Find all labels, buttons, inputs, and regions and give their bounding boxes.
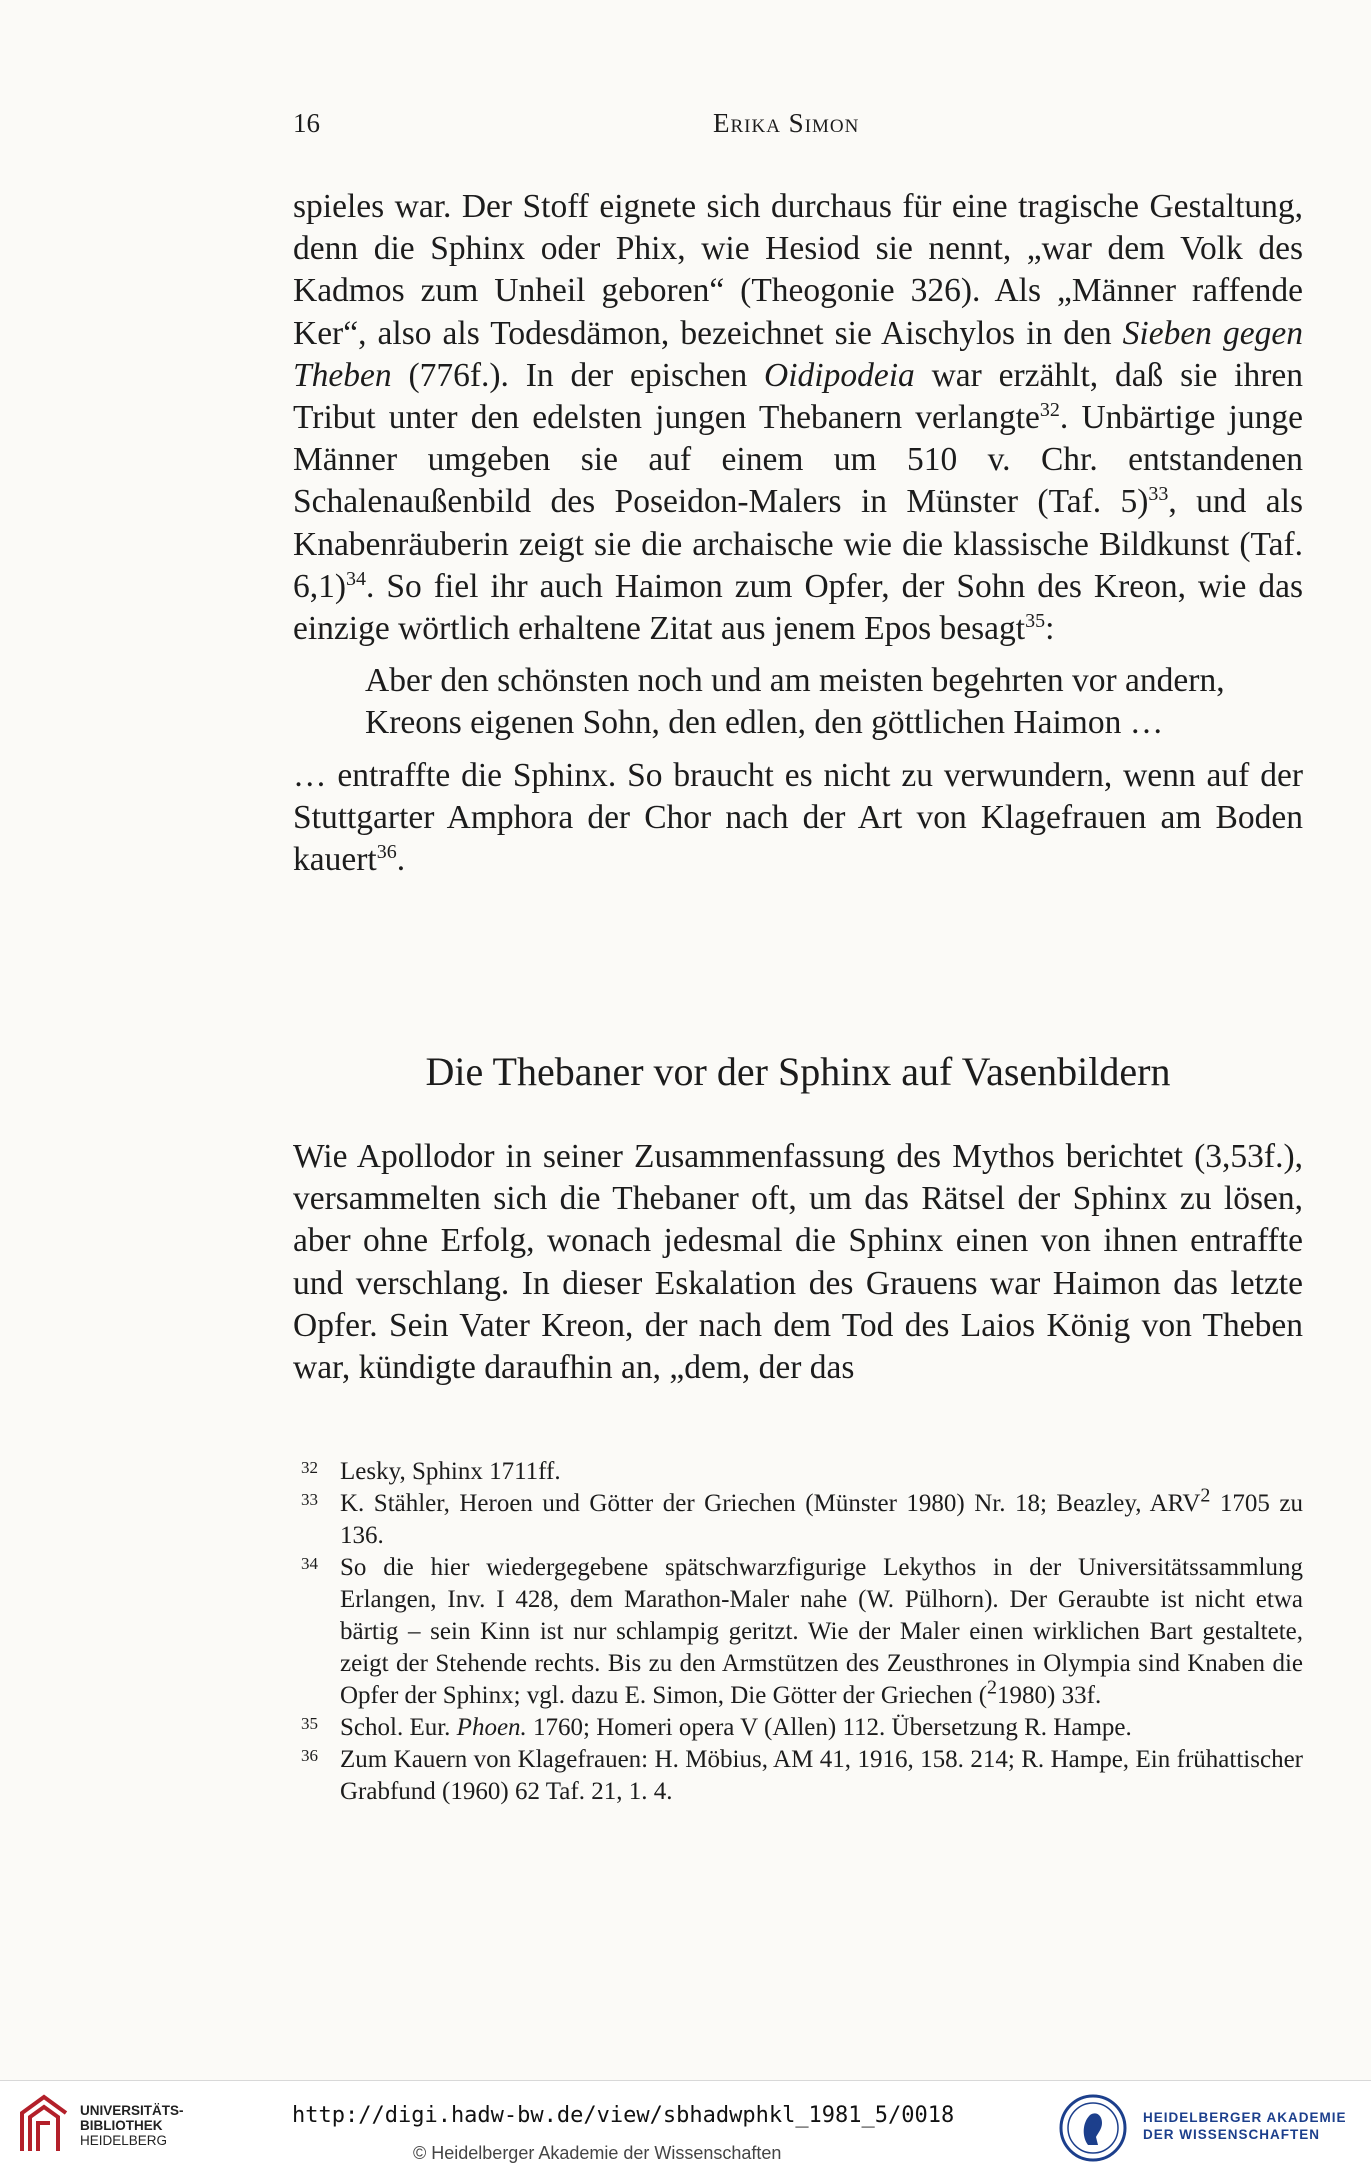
footnote-number: 32 [301,1458,318,1477]
block-quote [365,650,1303,754]
text-run: . Unbärtige junge Männer umgeben sie auf einem um 510 v. Chr. entstandenen Schalenaußenbild des Poseidon-Malers in Münster (Taf. 5) [293,399,1303,521]
text-run: . So fiel ihr auch Haimon zum Opfer, der Sohn des Kreon, wie das einzige wörtlich erhaltene Zitat aus jenem Epos besagt [293,567,1303,648]
section-text [293,1136,1303,1389]
copyright-notice: © Heidelberger Akademie der Wissenschaften [413,2143,782,2163]
italic-title: Phoen. [456,1714,527,1741]
footnote [293,1744,1303,1808]
footnotes [293,1456,1303,1808]
footnote-ref: 35 [1025,609,1046,632]
academy-seal-icon [1058,2093,1128,2163]
page-number: 16 [293,108,320,138]
running-head-author: Erika Simon [713,108,860,138]
footnote-ref: 2 [987,1676,998,1699]
text-run: Aber den schönsten noch und am meisten begehrten vor andern, Kreons eigenen Sohn, den edlen, den göttlichen Haimon … [365,662,1225,742]
footnote-ref: 2 [1200,1484,1211,1507]
running-header [293,108,1303,148]
main-text [293,186,1303,881]
viewer-footer [0,2080,1371,2174]
paragraph [293,755,1303,882]
text-run: … entraffte die Sphinx. So braucht es nicht zu verwundern, wenn auf der Stuttgarter Amphora der Chor nach der Art von Klagefrauen am Boden kauert [293,756,1303,879]
footnote [293,1484,1303,1552]
section-heading: Die Thebaner vor der Sphinx auf Vasenbildern [425,1049,1171,1094]
text-run: Lesky, Sphinx 1711ff. [340,1458,561,1485]
text-run: K. Stähler, Heroen und Götter der Griechen (Münster 1980) Nr. 18; Beazley, ARV [340,1490,1201,1517]
text-run: Schol. Eur. [340,1714,457,1741]
footnote-number: 36 [301,1746,318,1765]
footnote [293,1456,1303,1488]
university-library-logo-icon [14,2091,74,2155]
permalink-url[interactable]: http://digi.hadw-bw.de/view/sbhadwphkl_1981_5/0018 [292,2103,955,2128]
university-library-name: UNIVERSITÄTS- BIBLIOTHEK HEIDELBERG [80,2103,184,2148]
text-run: Wie Apollodor in seiner Zusammenfassung des Mythos berichtet (3,53f.), versammelten sich die Thebaner oft, um das Rätsel der Sphinx zu lösen, aber ohne Erfolg, wonach jedesmal die Sphinx einen von ihnen entraffte und verschlang. In dieser Eskalation des Grauens war Haimon das letzte Opfer. Sein Vater Kreon, der nach dem Tod des Laios König von Theben war, kündigte daraufhin an, „dem, der das [293,1138,1303,1387]
footnote-ref: 32 [1039,398,1060,421]
text-run: spieles war. Der Stoff eignete sich durchaus für eine tragische Gestaltung, denn die Sphinx oder Phix, wie Hesiod sie nennt, „war dem Volk des Kadmos zum Unheil geboren“ (Theogonie 326). Als „Männer raffende Ker“, also als Todesdämon, bezeichnet sie Aischylos in den [293,188,1303,352]
footnote-number: 35 [301,1714,318,1733]
footnote-ref: 34 [346,567,367,590]
italic-title: Oidipodeia [764,356,915,394]
footnote-number: 33 [301,1490,318,1509]
footnote [293,1712,1303,1744]
italic-title: Sieben gegen Theben [293,314,1303,394]
footnote-number: 34 [301,1554,318,1573]
footnote-ref: 36 [376,840,397,863]
text-run: Zum Kauern von Klagefrauen: H. Möbius, AM 41, 1916, 158. 214; R. Hampe, Ein frühattischer Grabfund (1960) 62 Taf. 21, 1. 4. [340,1746,1303,1805]
text-run: 1760; Homeri opera V (Allen) 112. Übersetzung R. Hampe. [526,1714,1132,1741]
academy-name: HEIDELBERGER AKADEMIE DER WISSENSCHAFTEN [1143,2110,1347,2142]
text-run: 1705 zu 136. [340,1490,1303,1549]
footnote [293,1552,1303,1712]
text-run: war erzählt, daß sie ihren Tribut unter den edelsten jungen Thebanern verlangte [293,356,1303,437]
paragraph [293,1136,1303,1389]
text-run: : [1045,610,1055,648]
text-run: . [396,841,406,879]
text-run: 1980) 33f. [997,1682,1102,1709]
footnote-ref: 33 [1148,483,1169,506]
paragraph [293,186,1303,650]
text-run: So die hier wiedergegebene spätschwarzfigurige Lekythos in der Universitätssammlung Erlangen, Inv. I 428, dem Marathon-Maler nahe (W. Pülhorn). Der Geraubte ist nicht etwa bärtig – sein Kinn ist nur schlampig geritzt. Wie der Maler einen wirklichen Bart gestaltete, zeigt der Stehende rechts. Bis zu den Armstützen des Zeusthrones in Olympia sind Knaben die Opfer der Sphinx; vgl. dazu E. Simon, Die Götter der Griechen ( [340,1554,1303,1709]
text-run: , und als Knabenräuberin zeigt sie die archaische wie die klassische Bildkunst (Taf. 6,1) [293,483,1303,605]
text-run: (776f.). In der epischen [391,356,765,394]
